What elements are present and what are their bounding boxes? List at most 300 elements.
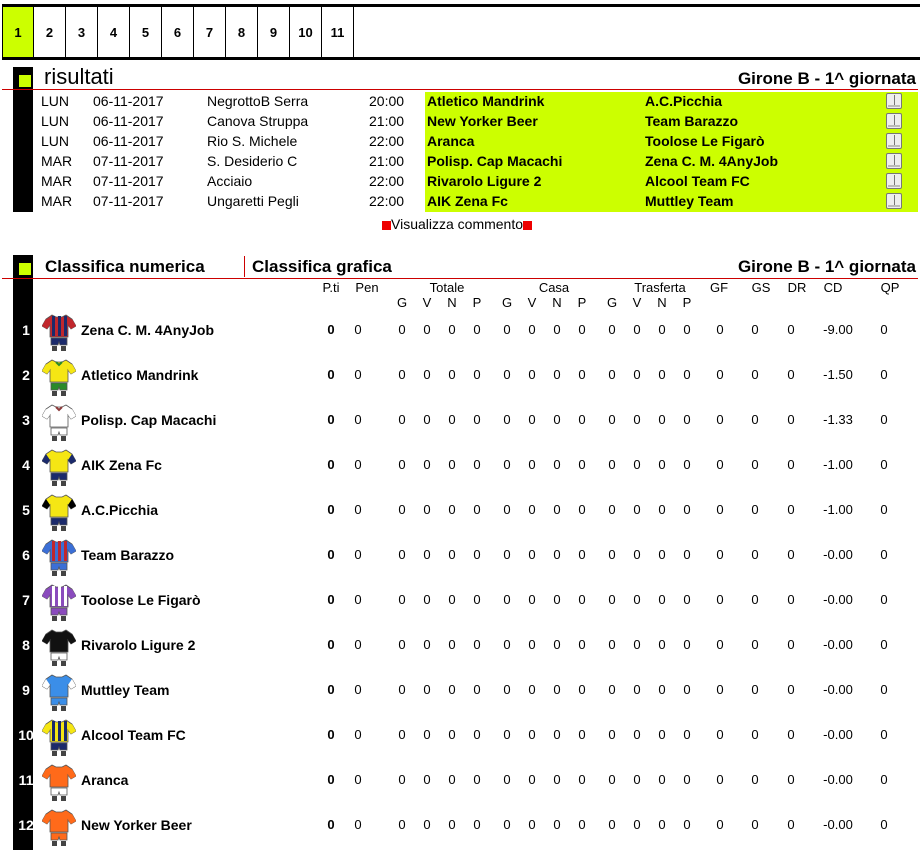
dr-value: 0 (787, 682, 795, 697)
tab-giornata-11[interactable]: 11 (322, 7, 354, 57)
header-v: V (422, 295, 432, 310)
points-value: 0 (327, 592, 335, 607)
dr-value: 0 (787, 412, 795, 427)
match-away[interactable]: Muttley Team (645, 193, 734, 209)
tab-giornata-4[interactable]: 4 (98, 7, 130, 57)
tot-value: 0 (448, 547, 456, 562)
header-cd: CD (823, 280, 843, 295)
header-n: N (657, 295, 667, 310)
casa-value: 0 (553, 502, 561, 517)
match-venue: Canova Struppa (207, 113, 309, 129)
tras-value: 0 (633, 457, 641, 472)
position-number: 6 (22, 547, 30, 563)
position-number: 10 (18, 727, 34, 743)
cd-value: -0.00 (823, 682, 853, 697)
standings-row (13, 400, 918, 445)
casa-value: 0 (553, 367, 561, 382)
casa-value: 0 (553, 682, 561, 697)
tot-value: 0 (473, 637, 481, 652)
casa-value: 0 (503, 727, 511, 742)
penalty-value: 0 (354, 637, 362, 652)
tras-value: 0 (633, 727, 641, 742)
qp-value: 0 (880, 682, 888, 697)
tot-value: 0 (473, 412, 481, 427)
penalty-value: 0 (354, 547, 362, 562)
tot-value: 0 (423, 322, 431, 337)
tras-value: 0 (633, 367, 641, 382)
header-n: N (447, 295, 457, 310)
tras-value: 0 (608, 457, 616, 472)
book-icon[interactable] (886, 173, 902, 189)
casa-value: 0 (553, 772, 561, 787)
header-g: G (606, 295, 618, 310)
tras-value: 0 (658, 682, 666, 697)
tras-value: 0 (633, 322, 641, 337)
match-day: LUN (41, 133, 70, 149)
points-value: 0 (327, 547, 335, 562)
gs-value: 0 (751, 322, 759, 337)
tab-giornata-5[interactable]: 5 (130, 7, 162, 57)
gs-value: 0 (751, 682, 759, 697)
gs-value: 0 (751, 457, 759, 472)
team-name[interactable]: Team Barazzo (81, 547, 175, 563)
team-shirt-icon (42, 717, 76, 757)
red-square-icon (523, 221, 532, 230)
tot-value: 0 (398, 817, 406, 832)
tot-value: 0 (448, 322, 456, 337)
tras-value: 0 (683, 322, 691, 337)
gs-value: 0 (751, 412, 759, 427)
match-time: 22:00 (369, 193, 405, 209)
points-value: 0 (327, 817, 335, 832)
header-p: P (682, 295, 692, 310)
position-number: 4 (22, 457, 30, 473)
tab-giornata-8[interactable]: 8 (226, 7, 258, 57)
cd-value: -1.00 (823, 457, 853, 472)
tot-value: 0 (423, 547, 431, 562)
team-shirt-icon (42, 627, 76, 667)
tras-value: 0 (608, 502, 616, 517)
casa-value: 0 (553, 547, 561, 562)
match-home[interactable]: New Yorker Beer (427, 113, 538, 129)
penalty-value: 0 (354, 592, 362, 607)
casa-value: 0 (528, 502, 536, 517)
dr-value: 0 (787, 457, 795, 472)
tot-value: 0 (448, 412, 456, 427)
tras-value: 0 (683, 772, 691, 787)
tras-value: 0 (633, 817, 641, 832)
match-day: MAR (41, 193, 73, 209)
qp-value: 0 (880, 502, 888, 517)
cd-value: -0.00 (823, 547, 853, 562)
qp-value: 0 (880, 727, 888, 742)
standings-section-marker (19, 263, 31, 275)
gf-value: 0 (716, 637, 724, 652)
casa-value: 0 (503, 592, 511, 607)
match-row (40, 132, 918, 152)
header-totale: Totale (429, 280, 465, 295)
match-away[interactable]: Toolose Le Figarò (645, 133, 765, 149)
tab-giornata-2[interactable]: 2 (34, 7, 66, 57)
dr-value: 0 (787, 727, 795, 742)
team-shirt-icon (42, 447, 76, 487)
tot-value: 0 (423, 502, 431, 517)
team-shirt-icon (42, 537, 76, 577)
tot-value: 0 (398, 772, 406, 787)
gf-value: 0 (716, 592, 724, 607)
penalty-value: 0 (354, 322, 362, 337)
penalty-value: 0 (354, 502, 362, 517)
tras-value: 0 (608, 772, 616, 787)
tot-value: 0 (398, 412, 406, 427)
standings-row (13, 670, 918, 715)
match-date: 06-11-2017 (93, 93, 164, 109)
gf-value: 0 (716, 367, 724, 382)
position-number: 8 (22, 637, 30, 653)
tot-value: 0 (448, 817, 456, 832)
cd-value: -0.00 (823, 817, 853, 832)
match-away[interactable]: Alcool Team FC (645, 173, 750, 189)
points-value: 0 (327, 322, 335, 337)
tot-value: 0 (473, 322, 481, 337)
tras-value: 0 (608, 412, 616, 427)
tras-value: 0 (608, 637, 616, 652)
tras-value: 0 (658, 502, 666, 517)
tras-value: 0 (658, 637, 666, 652)
match-home[interactable]: Atletico Mandrink (427, 93, 545, 109)
casa-value: 0 (578, 547, 586, 562)
match-row (40, 152, 918, 172)
match-row (40, 92, 918, 112)
header-pti: P.ti (322, 280, 340, 295)
tot-value: 0 (423, 682, 431, 697)
tot-value: 0 (398, 457, 406, 472)
tot-value: 0 (473, 727, 481, 742)
casa-value: 0 (553, 817, 561, 832)
header-qp: QP (880, 280, 900, 295)
tab-classifica-grafica[interactable]: Classifica grafica (252, 257, 392, 276)
team-name[interactable]: AIK Zena Fc (81, 457, 162, 473)
team-shirt-icon (42, 582, 76, 622)
header-v: V (632, 295, 642, 310)
gf-value: 0 (716, 772, 724, 787)
casa-value: 0 (553, 727, 561, 742)
tras-value: 0 (658, 457, 666, 472)
team-name[interactable]: Rivarolo Ligure 2 (81, 637, 196, 653)
team-name[interactable]: Toolose Le Figarò (81, 592, 201, 608)
tot-value: 0 (473, 592, 481, 607)
position-number: 7 (22, 592, 30, 608)
match-time: 22:00 (369, 173, 405, 189)
qp-value: 0 (880, 637, 888, 652)
position-number: 1 (22, 322, 30, 338)
tras-value: 0 (608, 592, 616, 607)
tras-value: 0 (683, 682, 691, 697)
penalty-value: 0 (354, 772, 362, 787)
casa-value: 0 (578, 817, 586, 832)
match-away[interactable]: Zena C. M. 4AnyJob (645, 153, 779, 169)
cd-value: -0.00 (823, 727, 853, 742)
match-home[interactable]: Rivarolo Ligure 2 (427, 173, 542, 189)
header-v: V (527, 295, 537, 310)
header-casa: Casa (538, 280, 570, 295)
tab-classifica-numerica[interactable]: Classifica numerica (45, 257, 205, 276)
tras-value: 0 (658, 367, 666, 382)
team-name[interactable]: Alcool Team FC (81, 727, 186, 743)
casa-value: 0 (503, 457, 511, 472)
results-header-line (2, 89, 918, 90)
position-number: 12 (18, 817, 34, 833)
book-icon[interactable] (886, 193, 902, 209)
standings-girone-title: Girone B - 1^ giornata (737, 257, 916, 276)
dr-value: 0 (787, 817, 795, 832)
book-icon[interactable] (886, 133, 902, 149)
standings-row (13, 310, 918, 355)
tras-value: 0 (608, 727, 616, 742)
dr-value: 0 (787, 367, 795, 382)
casa-value: 0 (553, 637, 561, 652)
team-shirt-icon (42, 492, 76, 532)
team-shirt-icon (42, 807, 76, 847)
tras-value: 0 (633, 772, 641, 787)
tab-giornata-6[interactable]: 6 (162, 7, 194, 57)
qp-value: 0 (880, 772, 888, 787)
team-name[interactable]: Muttley Team (81, 682, 170, 698)
casa-value: 0 (503, 367, 511, 382)
tras-value: 0 (683, 367, 691, 382)
tras-value: 0 (658, 727, 666, 742)
dr-value: 0 (787, 592, 795, 607)
casa-value: 0 (503, 547, 511, 562)
team-shirt-icon (42, 312, 76, 352)
casa-value: 0 (528, 592, 536, 607)
cd-value: -1.50 (823, 367, 853, 382)
tot-value: 0 (473, 682, 481, 697)
tras-value: 0 (683, 502, 691, 517)
gf-value: 0 (716, 457, 724, 472)
results-section-marker (19, 75, 31, 87)
book-icon[interactable] (886, 113, 902, 129)
standings-row (13, 760, 918, 805)
tot-value: 0 (398, 367, 406, 382)
tras-value: 0 (658, 412, 666, 427)
tab-giornata-10[interactable]: 10 (290, 7, 322, 57)
tot-value: 0 (398, 592, 406, 607)
match-time: 21:00 (369, 153, 405, 169)
match-venue: Rio S. Michele (207, 133, 298, 149)
qp-value: 0 (880, 547, 888, 562)
header-n: N (552, 295, 562, 310)
team-shirt-icon (42, 402, 76, 442)
view-comment-label[interactable]: Visualizza commento (391, 216, 524, 232)
team-name[interactable]: A.C.Picchia (81, 502, 159, 518)
points-value: 0 (327, 637, 335, 652)
header-gf: GF (709, 280, 729, 295)
tras-value: 0 (608, 682, 616, 697)
team-name[interactable]: New Yorker Beer (81, 817, 192, 833)
tot-value: 0 (448, 457, 456, 472)
match-date: 07-11-2017 (93, 153, 164, 169)
tot-value: 0 (448, 682, 456, 697)
tot-value: 0 (423, 592, 431, 607)
gs-value: 0 (751, 502, 759, 517)
gf-value: 0 (716, 502, 724, 517)
tot-value: 0 (448, 592, 456, 607)
match-day: MAR (41, 173, 73, 189)
team-shirt-icon (42, 672, 76, 712)
penalty-value: 0 (354, 727, 362, 742)
casa-value: 0 (528, 637, 536, 652)
match-date: 06-11-2017 (93, 133, 164, 149)
tot-value: 0 (423, 457, 431, 472)
tot-value: 0 (448, 772, 456, 787)
qp-value: 0 (880, 412, 888, 427)
match-row (40, 112, 918, 132)
match-home[interactable]: Polisp. Cap Macachi (427, 153, 563, 169)
casa-value: 0 (553, 322, 561, 337)
cd-value: -0.00 (823, 637, 853, 652)
casa-value: 0 (553, 592, 561, 607)
tras-value: 0 (658, 322, 666, 337)
qp-value: 0 (880, 592, 888, 607)
casa-value: 0 (528, 322, 536, 337)
standings-row (13, 535, 918, 580)
tab-giornata-7[interactable]: 7 (194, 7, 226, 57)
match-home[interactable]: AIK Zena Fc (427, 193, 508, 209)
match-row (40, 192, 918, 212)
dr-value: 0 (787, 772, 795, 787)
giornata-tabs (2, 4, 920, 60)
team-name[interactable]: Aranca (81, 772, 129, 788)
casa-value: 0 (528, 727, 536, 742)
tot-value: 0 (398, 682, 406, 697)
casa-value: 0 (528, 457, 536, 472)
view-comment-link[interactable] (382, 216, 532, 232)
tab-giornata-3[interactable]: 3 (66, 7, 98, 57)
tras-value: 0 (658, 817, 666, 832)
tras-value: 0 (633, 412, 641, 427)
tot-value: 0 (423, 367, 431, 382)
gf-value: 0 (716, 682, 724, 697)
gf-value: 0 (716, 412, 724, 427)
tras-value: 0 (633, 682, 641, 697)
tras-value: 0 (683, 817, 691, 832)
tras-value: 0 (608, 322, 616, 337)
match-venue: Ungaretti Pegli (207, 193, 299, 209)
qp-value: 0 (880, 322, 888, 337)
tot-value: 0 (448, 637, 456, 652)
book-icon[interactable] (886, 153, 902, 169)
tot-value: 0 (423, 637, 431, 652)
match-time: 20:00 (369, 93, 405, 109)
match-venue: S. Desiderio C (207, 153, 298, 169)
cd-value: -9.00 (823, 322, 853, 337)
tot-value: 0 (423, 772, 431, 787)
qp-value: 0 (880, 457, 888, 472)
casa-value: 0 (578, 412, 586, 427)
header-trasferta: Trasferta (634, 280, 686, 295)
cd-value: -1.00 (823, 502, 853, 517)
gf-value: 0 (716, 817, 724, 832)
position-number: 5 (22, 502, 30, 518)
tras-value: 0 (608, 817, 616, 832)
tab-giornata-1[interactable]: 1 (2, 7, 34, 57)
tras-value: 0 (683, 727, 691, 742)
points-value: 0 (327, 457, 335, 472)
points-value: 0 (327, 367, 335, 382)
tot-value: 0 (473, 817, 481, 832)
gf-value: 0 (716, 322, 724, 337)
casa-value: 0 (578, 682, 586, 697)
gf-value: 0 (716, 727, 724, 742)
casa-value: 0 (578, 727, 586, 742)
tot-value: 0 (423, 412, 431, 427)
dr-value: 0 (787, 322, 795, 337)
gs-value: 0 (751, 727, 759, 742)
casa-value: 0 (578, 592, 586, 607)
dr-value: 0 (787, 502, 795, 517)
casa-value: 0 (528, 412, 536, 427)
match-day: LUN (41, 113, 70, 129)
gs-value: 0 (751, 592, 759, 607)
penalty-value: 0 (354, 682, 362, 697)
tot-value: 0 (398, 727, 406, 742)
team-name[interactable]: Atletico Mandrink (81, 367, 199, 383)
qp-value: 0 (880, 367, 888, 382)
red-square-icon (382, 221, 391, 230)
tras-value: 0 (633, 547, 641, 562)
tot-value: 0 (398, 637, 406, 652)
header-dr: DR (787, 280, 807, 295)
cd-value: -0.00 (823, 772, 853, 787)
casa-value: 0 (528, 547, 536, 562)
match-day: LUN (41, 93, 70, 109)
gs-value: 0 (751, 817, 759, 832)
tot-value: 0 (473, 547, 481, 562)
tot-value: 0 (398, 322, 406, 337)
match-date: 06-11-2017 (93, 113, 164, 129)
tot-value: 0 (423, 817, 431, 832)
standings-row (13, 580, 918, 625)
penalty-value: 0 (354, 817, 362, 832)
match-away[interactable]: A.C.Picchia (645, 93, 723, 109)
casa-value: 0 (528, 682, 536, 697)
match-home[interactable]: Aranca (427, 133, 475, 149)
gs-value: 0 (751, 637, 759, 652)
header-pen: Pen (355, 280, 379, 295)
tab-separator (244, 256, 245, 277)
casa-value: 0 (578, 637, 586, 652)
book-icon[interactable] (886, 93, 902, 109)
position-number: 3 (22, 412, 30, 428)
casa-value: 0 (528, 367, 536, 382)
position-number: 2 (22, 367, 30, 383)
team-name[interactable]: Zena C. M. 4AnyJob (81, 322, 215, 338)
match-date: 07-11-2017 (93, 193, 164, 209)
tot-value: 0 (448, 367, 456, 382)
casa-value: 0 (578, 367, 586, 382)
match-away[interactable]: Team Barazzo (645, 113, 739, 129)
casa-value: 0 (553, 457, 561, 472)
casa-value: 0 (503, 502, 511, 517)
casa-value: 0 (528, 772, 536, 787)
tab-giornata-9[interactable]: 9 (258, 7, 290, 57)
standings-row (13, 805, 918, 850)
match-venue: Acciaio (207, 173, 253, 189)
dr-value: 0 (787, 637, 795, 652)
tras-value: 0 (683, 637, 691, 652)
team-name[interactable]: Polisp. Cap Macachi (81, 412, 217, 428)
